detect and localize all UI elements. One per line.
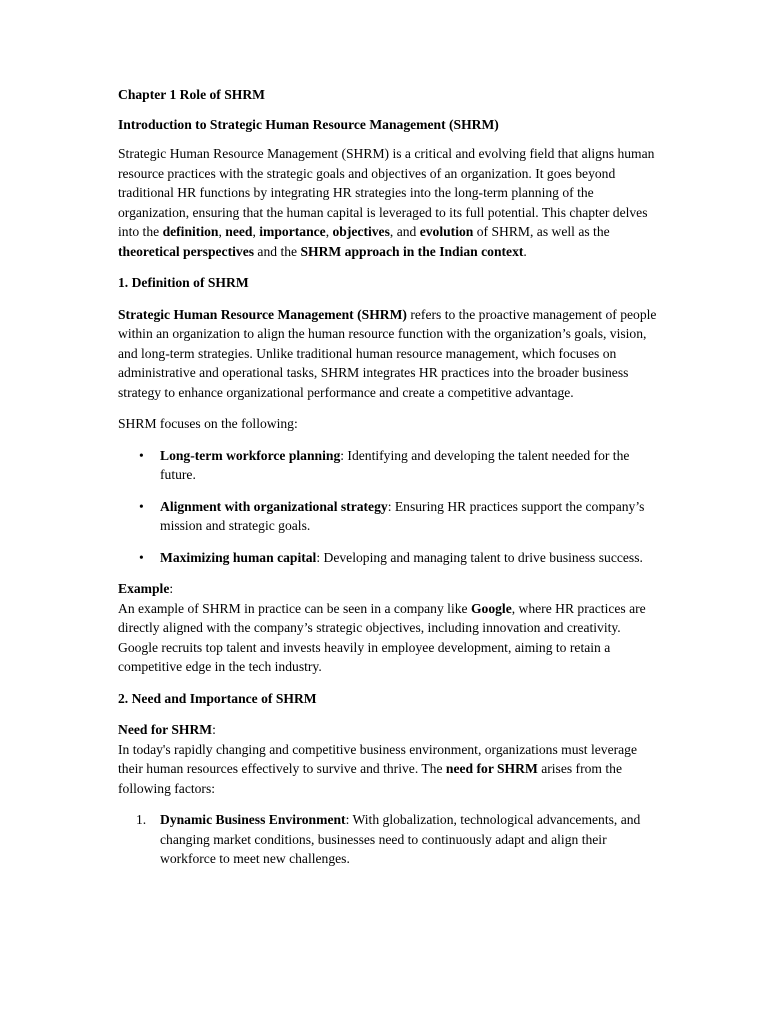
intro-paragraph [118,144,658,261]
example-bold-google: Google [470,600,512,616]
intro-text-1: Strategic Human Resource Management (SHRM) is a critical and evolving field that aligns human resource practices with the strategic goals and objectives of an organization. It goes beyond traditional HR functions by integrating HR strategies into the long-term planning of the organization, ensuring that the human capital is leveraged to its full potential. This chapter delves into the [118,146,655,239]
intro-bold-approach: SHRM approach in the Indian context [300,243,524,259]
need-label-line [118,720,658,740]
example-colon: : [169,581,174,596]
intro-heading: Introduction to Strategic Human Resource Management (SHRM) [118,116,499,132]
need-label: Need for SHRM [118,722,213,737]
intro-bold-importance: importance [259,224,326,239]
intro-bold-theoretical: theoretical perspectives [118,243,255,259]
bullet-icon: • [139,549,144,565]
list-item-bold: Alignment with organizational strategy [160,498,388,514]
example-text-1: An example of SHRM in practice can be seen in a company like [118,600,471,616]
need-factors-list [118,810,658,869]
section-1-heading: 1. Definition of SHRM [118,275,249,290]
intro-bold-definition: definition [162,224,219,239]
need-colon: : [212,722,216,737]
need-bold: need for SHRM [445,761,538,776]
need-text-1: In today's rapidly changing and competitive business environment, organizations must leverage their human resources effectively to survive and thrive. The [118,741,638,776]
bullet-icon: • [139,447,144,463]
intro-bold-objectives: objectives [332,224,390,239]
intro-bold-evolution: evolution [419,224,474,239]
example-label-line [118,579,658,599]
definition-paragraph [118,305,658,403]
list-item-text: : Identifying and developing the talent needed for the future. [160,447,630,482]
intro-text-4: . [523,243,527,259]
list-item [118,497,658,536]
list-item-text: : Ensuring HR practices support the company’s mission and strategic goals. [160,498,645,533]
list-item-text: : Developing and managing talent to drive business success. [316,549,643,565]
intro-sep-2: , [252,224,260,239]
intro-text-2: of SHRM, as well as the [473,224,610,239]
list-item-text: : With globalization, technological advancements, and changing market conditions, businesses need to continuously adapt and align their workforce to meet new challenges. [160,812,641,866]
example-text-2: , where HR practices are directly aligned with the company’s strategic objectives, including innovation and creativity. Google recruits top talent and invests heavily in employee development, aiming to retain a competitive edge in the tech industry. [118,600,646,674]
section-2-heading: 2. Need and Importance of SHRM [118,690,317,706]
need-paragraph [118,740,658,799]
example-paragraph [118,599,658,677]
example-label: Example [118,581,170,596]
intro-sep-1: , [218,224,226,239]
need-text-2: arises from the following factors: [118,761,622,796]
list-item [118,810,658,869]
focus-intro: SHRM focuses on the following: [118,416,298,431]
list-item-bold: Dynamic Business Environment [160,812,346,827]
list-number: 1. [136,812,147,827]
definition-bold: Strategic Human Resource Management (SHRM) [118,306,407,322]
list-item-bold: Long-term workforce planning [160,447,341,463]
focus-list [118,446,658,568]
intro-text-3: and the [254,243,301,259]
intro-sep-4: , and [389,224,420,239]
intro-sep-3: , [325,224,333,239]
bullet-icon: • [139,498,144,514]
chapter-title: Chapter 1 Role of SHRM [118,87,266,102]
list-item [118,446,658,485]
definition-text: refers to the proactive management of people within an organization to align the human resource function with the organization’s goals, vision, and long-term strategies. Unlike traditional human resource management, which focuses on administrative and operational tasks, SHRM integrates HR practices into the broader business strategy to enhance organizational performance and create a competitive advantage. [118,306,657,400]
intro-bold-need: need [225,224,253,239]
list-item [118,548,658,568]
document-body [118,85,658,869]
list-item-bold: Maximizing human capital [160,549,317,565]
